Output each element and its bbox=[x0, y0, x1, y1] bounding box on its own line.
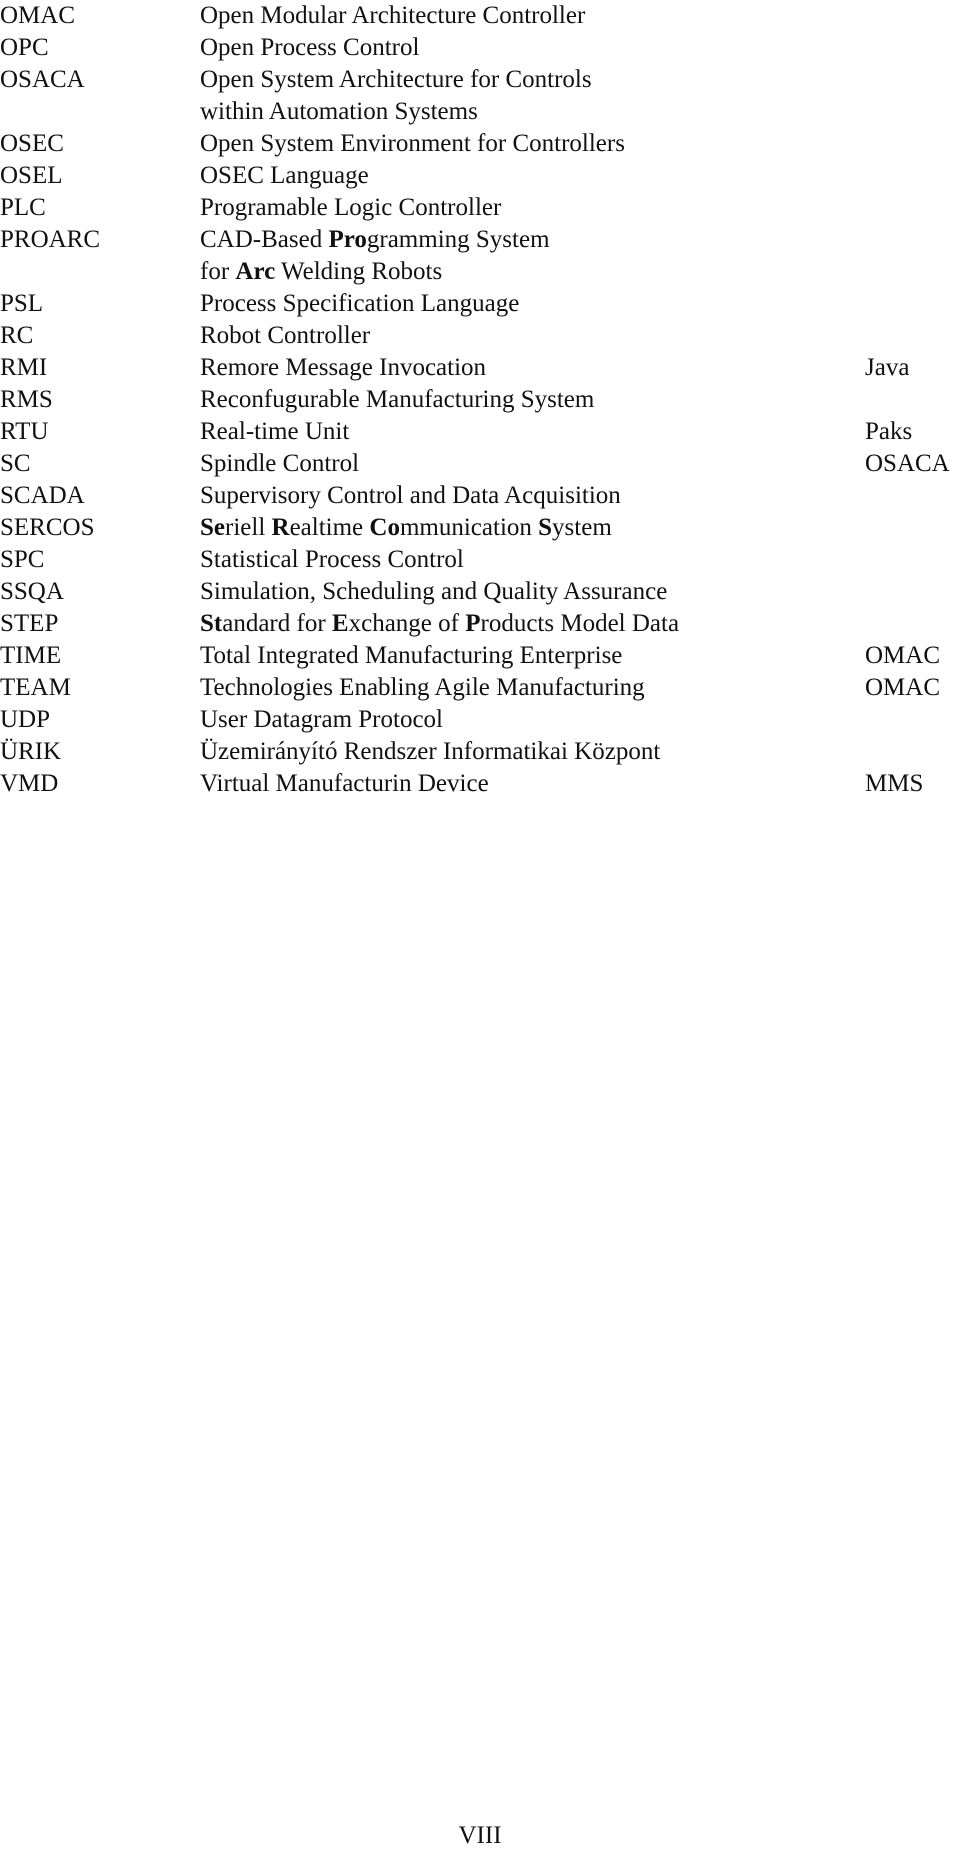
reference-label: MMS bbox=[865, 770, 924, 797]
abbreviation: OSEL bbox=[0, 162, 63, 189]
definition-text: Statistical Process Control bbox=[200, 546, 464, 573]
definition-emphasis: S bbox=[538, 514, 553, 541]
abbreviation: STEP bbox=[0, 610, 59, 637]
definition-text: Spindle Control bbox=[200, 450, 360, 477]
abbreviation: OMAC bbox=[0, 2, 76, 29]
definition-line bbox=[200, 224, 865, 256]
definition-emphasis: R bbox=[271, 514, 290, 541]
definition-text: Open Modular Architecture Controller bbox=[200, 2, 586, 29]
definition-text: Total Integrated Manufacturing Enterprise bbox=[200, 642, 623, 669]
definition-text: Technologies Enabling Agile Manufacturing bbox=[200, 674, 645, 701]
definition-text: User Datagram Protocol bbox=[200, 706, 443, 733]
abbreviation: SC bbox=[0, 450, 31, 477]
reference-label: Paks bbox=[865, 418, 913, 445]
glossary-row bbox=[0, 512, 960, 544]
glossary-row bbox=[0, 640, 960, 672]
definition-line bbox=[200, 160, 865, 192]
definition bbox=[200, 384, 865, 416]
definition-line bbox=[200, 288, 865, 320]
reference-label: Java bbox=[865, 354, 910, 381]
definition bbox=[200, 512, 865, 544]
abbreviation: SSQA bbox=[0, 578, 64, 605]
definition-line bbox=[200, 96, 865, 128]
abbreviation: RTU bbox=[0, 418, 49, 445]
definition bbox=[200, 480, 865, 512]
abbreviation: UDP bbox=[0, 706, 51, 733]
abbreviation: OSACA bbox=[0, 66, 85, 93]
definition-line bbox=[200, 480, 865, 512]
glossary-row bbox=[0, 0, 960, 32]
definition-text: ystem bbox=[552, 514, 612, 541]
abbreviation: TIME bbox=[0, 642, 62, 669]
definition-text: Open System Environment for Controllers bbox=[200, 130, 625, 157]
reference-label: OSACA bbox=[865, 450, 950, 477]
abbreviation: OSEC bbox=[0, 130, 64, 157]
definition-emphasis: E bbox=[331, 610, 349, 637]
definition-line bbox=[200, 640, 865, 672]
definition-emphasis: Arc bbox=[235, 258, 276, 285]
definition-emphasis: St bbox=[200, 610, 223, 637]
definition bbox=[200, 0, 865, 32]
definition-line bbox=[200, 576, 865, 608]
definition-text: Robot Controller bbox=[200, 322, 371, 349]
definition-text: within Automation Systems bbox=[200, 98, 478, 125]
definition-text: for bbox=[200, 258, 236, 285]
abbreviation: OPC bbox=[0, 34, 49, 61]
definition bbox=[200, 672, 865, 704]
definition-text: Open Process Control bbox=[200, 34, 420, 61]
definition-line bbox=[200, 768, 865, 800]
definition-text: Virtual Manufacturin Device bbox=[200, 770, 489, 797]
definition bbox=[200, 608, 865, 640]
definition-text: ealtime bbox=[289, 514, 370, 541]
abbreviation: RMI bbox=[0, 354, 48, 381]
definition-text: OSEC Language bbox=[200, 162, 369, 189]
definition-text: xchange of bbox=[348, 610, 466, 637]
definition-line bbox=[200, 512, 865, 544]
definition-line bbox=[200, 64, 865, 96]
definition-text: Remore Message Invocation bbox=[200, 354, 487, 381]
definition-text: Welding Robots bbox=[275, 258, 443, 285]
definition bbox=[200, 736, 865, 768]
definition-text: andard for bbox=[222, 610, 332, 637]
reference-label: OMAC bbox=[865, 642, 941, 669]
glossary-row bbox=[0, 544, 960, 576]
definition-line bbox=[200, 0, 865, 32]
definition bbox=[200, 544, 865, 576]
glossary-row bbox=[0, 768, 960, 800]
definition-text: roducts Model Data bbox=[480, 610, 680, 637]
definition-line bbox=[200, 192, 865, 224]
glossary-row bbox=[0, 672, 960, 704]
definition-text: riell bbox=[225, 514, 272, 541]
page-number: VIII bbox=[458, 1822, 502, 1849]
definition-text: Simulation, Scheduling and Quality Assurance bbox=[200, 578, 668, 605]
reference-label: OMAC bbox=[865, 674, 941, 701]
definition-line bbox=[200, 32, 865, 64]
abbreviation-glossary bbox=[0, 0, 960, 800]
definition-text: Supervisory Control and Data Acquisition bbox=[200, 482, 621, 509]
definition-text: CAD-Based bbox=[200, 226, 329, 253]
glossary-row bbox=[0, 736, 960, 768]
definition-emphasis: P bbox=[465, 610, 481, 637]
glossary-row bbox=[0, 128, 960, 160]
definition-emphasis: Co bbox=[369, 514, 400, 541]
definition bbox=[200, 128, 865, 160]
definition-line bbox=[200, 384, 865, 416]
abbreviation: SERCOS bbox=[0, 514, 95, 541]
glossary-row bbox=[0, 576, 960, 608]
definition bbox=[200, 576, 865, 608]
definition-text: gramming System bbox=[366, 226, 550, 253]
abbreviation: SPC bbox=[0, 546, 45, 573]
glossary-row bbox=[0, 64, 960, 128]
definition-line bbox=[200, 672, 865, 704]
glossary-row bbox=[0, 608, 960, 640]
definition bbox=[200, 288, 865, 320]
definition bbox=[200, 32, 865, 64]
abbreviation: TEAM bbox=[0, 674, 71, 701]
definition-line bbox=[200, 448, 865, 480]
definition-line bbox=[200, 544, 865, 576]
definition-text: mmunication bbox=[399, 514, 539, 541]
definition bbox=[200, 352, 865, 384]
definition-line bbox=[200, 128, 865, 160]
definition bbox=[200, 192, 865, 224]
definition-line bbox=[200, 416, 865, 448]
glossary-row bbox=[0, 448, 960, 480]
abbreviation: PSL bbox=[0, 290, 44, 317]
definition bbox=[200, 160, 865, 192]
definition bbox=[200, 320, 865, 352]
glossary-row bbox=[0, 192, 960, 224]
definition bbox=[200, 448, 865, 480]
definition bbox=[200, 768, 865, 800]
abbreviation: RMS bbox=[0, 386, 53, 413]
glossary-row bbox=[0, 352, 960, 384]
definition bbox=[200, 416, 865, 448]
definition-text: Programable Logic Controller bbox=[200, 194, 502, 221]
definition-line bbox=[200, 320, 865, 352]
glossary-row bbox=[0, 480, 960, 512]
definition bbox=[200, 224, 865, 288]
definition-line bbox=[200, 736, 865, 768]
definition-text: Reconfugurable Manufacturing System bbox=[200, 386, 595, 413]
definition-emphasis: Se bbox=[200, 514, 225, 541]
glossary-row bbox=[0, 704, 960, 736]
definition-text: Üzemirányító Rendszer Informatikai Központ bbox=[200, 738, 661, 765]
abbreviation: PROARC bbox=[0, 226, 101, 253]
definition-line bbox=[200, 256, 865, 288]
glossary-row bbox=[0, 224, 960, 288]
abbreviation: RC bbox=[0, 322, 34, 349]
definition-text: Process Specification Language bbox=[200, 290, 520, 317]
glossary-row bbox=[0, 416, 960, 448]
glossary-row bbox=[0, 32, 960, 64]
definition bbox=[200, 64, 865, 128]
abbreviation: VMD bbox=[0, 770, 59, 797]
glossary-row bbox=[0, 288, 960, 320]
definition-line bbox=[200, 352, 865, 384]
definition-line bbox=[200, 704, 865, 736]
definition-text: Real-time Unit bbox=[200, 418, 350, 445]
glossary-row bbox=[0, 320, 960, 352]
definition bbox=[200, 704, 865, 736]
definition-text: Open System Architecture for Controls bbox=[200, 66, 592, 93]
definition-line bbox=[200, 608, 865, 640]
abbreviation: PLC bbox=[0, 194, 46, 221]
definition bbox=[200, 640, 865, 672]
glossary-row bbox=[0, 160, 960, 192]
glossary-row bbox=[0, 384, 960, 416]
abbreviation: SCADA bbox=[0, 482, 85, 509]
abbreviation: ÜRIK bbox=[0, 738, 62, 765]
definition-emphasis: Pro bbox=[328, 226, 367, 253]
